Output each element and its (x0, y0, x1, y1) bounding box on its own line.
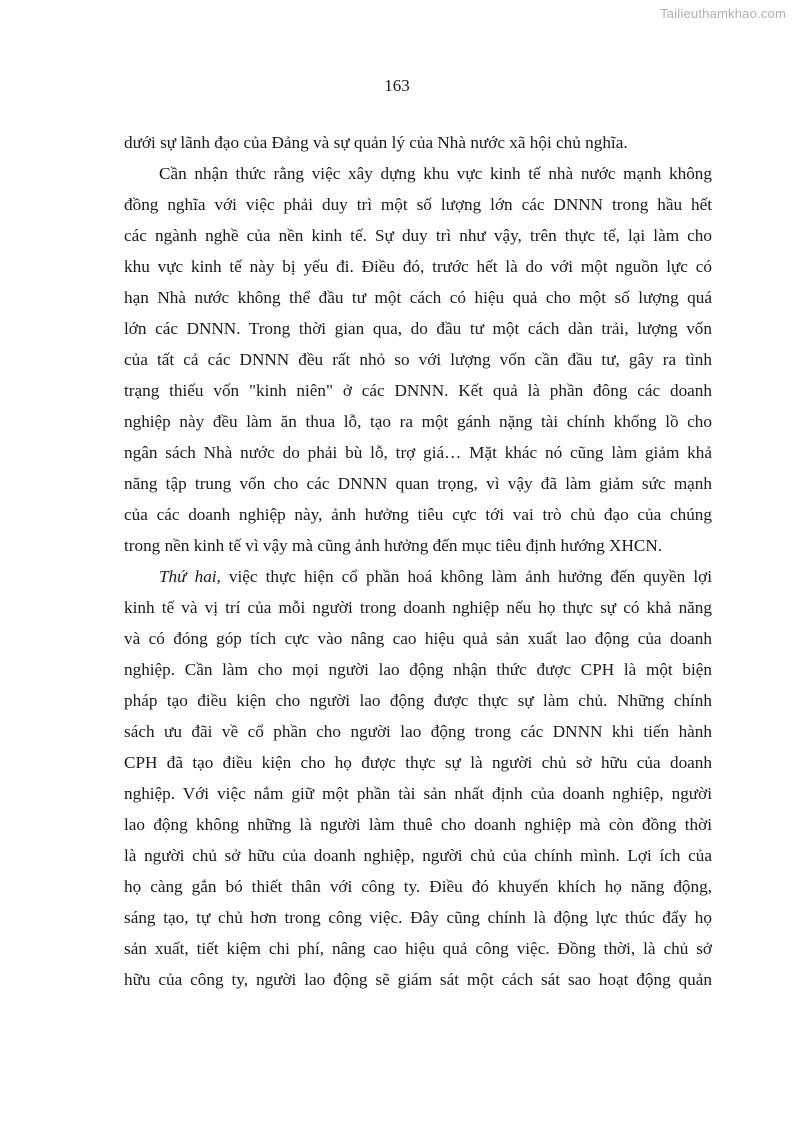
text-line: của tất cả các DNNN đều rất nhỏ so với lượng vốn cần đầu tư, gây ra tình (124, 350, 712, 369)
paragraph (124, 127, 712, 158)
text-line: ngân sách Nhà nước do phải bù lỗ, trợ giá… Mặt khác nó cũng làm giảm khả (124, 443, 712, 462)
text-line: và có đóng góp tích cực vào nâng cao hiệu quả sản xuất lao động của doanh (124, 629, 712, 648)
text-line: sách ưu đãi về cổ phần cho người lao động trong các DNNN khi tiến hành (124, 722, 712, 741)
text-line: nghiệp. Cần làm cho mọi người lao động nhận thức được CPH là một biện (124, 660, 712, 679)
text-line: sáng tạo, tự chủ hơn trong công việc. Đây cũng chính là động lực thúc đẩy họ (124, 908, 712, 927)
text-run: việc thực hiện cổ phần hoá không làm ảnh hưởng đến quyền lợi (220, 567, 712, 586)
text-line: trạng thiếu vốn "kinh niên" ở các DNNN. Kết quả là phần đông các doanh (124, 381, 712, 400)
document-body (124, 127, 712, 995)
text-line (124, 561, 712, 592)
text-line: lao động không những là người làm thuê cho doanh nghiệp mà còn đồng thời (124, 815, 712, 834)
text-line: khu vực kinh tế này bị yếu đi. Điều đó, trước hết là do với một nguồn lực có (124, 257, 712, 276)
text-line: nghiệp này đều làm ăn thua lỗ, tạo ra một gánh nặng tài chính khổng lồ cho (124, 412, 712, 431)
text-line: hạn Nhà nước không thể đầu tư một cách có hiệu quả cho một số lượng quá (124, 288, 712, 307)
text-line: các ngành nghề của nền kinh tế. Sự duy trì như vậy, trên thực tế, lại làm cho (124, 226, 712, 245)
paragraph (124, 158, 712, 561)
paragraph (124, 561, 712, 995)
text-line: dưới sự lãnh đạo của Đảng và sự quản lý của Nhà nước xã hội chủ nghĩa. (124, 133, 628, 152)
watermark: Tailieuthamkhao.com (660, 6, 786, 21)
text-line: hữu của công ty, người lao động sẽ giám sát một cách sát sao hoạt động quản (124, 970, 712, 989)
text-line: năng tập trung vốn cho các DNNN quan trọng, vì vậy đã làm giảm sức mạnh (124, 474, 712, 493)
page-number: 163 (384, 76, 410, 95)
text-line: nghiệp. Với việc nắm giữ một phần tài sản nhất định của doanh nghiệp, người (124, 784, 712, 803)
text-line: là người chủ sở hữu của doanh nghiệp, người chủ của chính mình. Lợi ích của (124, 846, 712, 865)
text-line: họ càng gắn bó thiết thân với công ty. Điều đó khuyến khích họ năng động, (124, 877, 712, 896)
text-line: Cần nhận thức rằng việc xây dựng khu vực kinh tế nhà nước mạnh không (159, 164, 712, 183)
text-line: trong nền kinh tế vì vậy mà cũng ảnh hưởng đến mục tiêu định hướng XHCN. (124, 536, 663, 555)
text-line: đồng nghĩa với việc phải duy trì một số lượng lớn các DNNN trong hầu hết (124, 195, 712, 214)
text-line: lớn các DNNN. Trong thời gian qua, do đầu tư một cách dàn trải, lượng vốn (124, 319, 712, 338)
text-line: sản xuất, tiết kiệm chi phí, nâng cao hiệu quả công việc. Đồng thời, là chủ sở (124, 939, 712, 958)
text-line: CPH đã tạo điều kiện cho họ được thực sự là người chủ sở hữu của doanh (124, 753, 712, 772)
text-line: pháp tạo điều kiện cho người lao động được thực sự làm chủ. Những chính (124, 691, 712, 710)
text-line: kinh tế và vị trí của mỗi người trong doanh nghiệp nếu họ thực sự có khả năng (124, 598, 712, 617)
italic-lead: Thứ hai, (159, 567, 221, 586)
text-line: của các doanh nghiệp này, ảnh hưởng tiêu cực tới vai trò chủ đạo của chúng (124, 505, 712, 524)
